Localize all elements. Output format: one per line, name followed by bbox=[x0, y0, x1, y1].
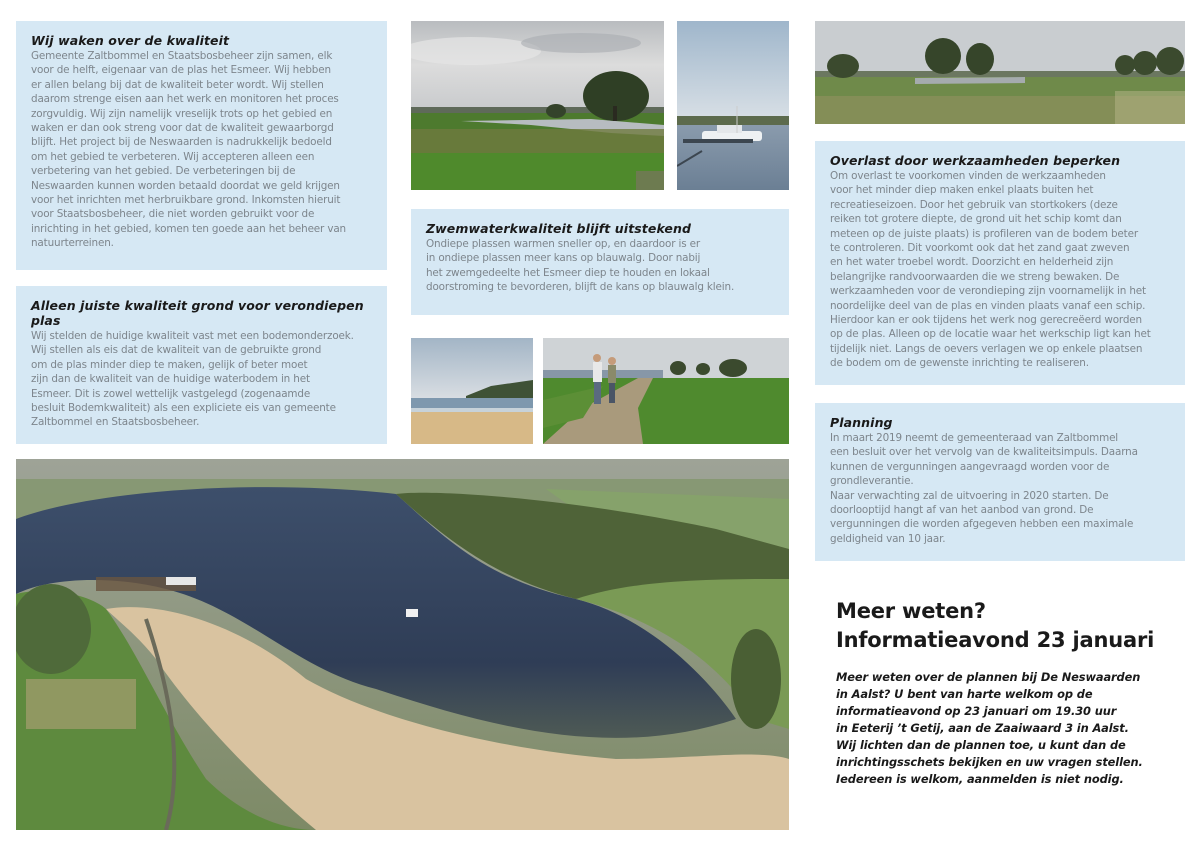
section-soil bbox=[16, 286, 387, 444]
section-nuisance bbox=[815, 141, 1185, 385]
section-nuisance-title: Overlast door werkzaamheden beperken bbox=[830, 153, 1121, 168]
section-quality bbox=[16, 21, 387, 270]
photo-walkers-path bbox=[543, 338, 789, 444]
info-evening bbox=[836, 597, 1186, 788]
section-nuisance-body: Om overlast te voorkomen vinden de werkzaamheden voor het minder diep maken enkel plaats buiten het recreatieseizoen. Door het gebruik van stortkokers (deze reiken tot grotere diepte, de grond uit het schip komt dan meteen op de juiste plaats) is profileren van de bodem beter te controleren. Dit voorkomt ook dat het zand gaat zweven en het water troebel wordt. Doorzicht en helderheid zijn belangrijke randvoorwaarden die we streng bewaken. De werkzaamheden voor de verondieping zijn voornamelijk in het noordelijke deel van de plas en vinden plaats vanaf een schip. Hierdoor kan er ook tijdens het werk nog gerecreëerd worden op de plas. Alleen op de locatie waar het werkschip ligt kan het tijdelijk niet. Langs de oevers verlagen we op enkele plaatsen de bodem om de gewenste inrichting te realiseren. bbox=[830, 170, 1151, 370]
section-soil-body: Wij stelden de huidige kwaliteit vast met een bodemonderzoek. Wij stellen als eis dat de kwaliteit van de gebruikte grond om de plas minder diep te maken, gelijk of beter moet zijn dan de kwaliteit van de huidige waterbodem in het Esmeer. Dit is zowel wettelijk vastgelegd (zogenaamde besluit Bodemkwaliteit) als een expliciete eis van gemeente Zaltbommel en Staatsbosbeheer. bbox=[31, 330, 354, 429]
section-swimwater-body: Ondiepe plassen warmen sneller op, en daardoor is er in ondiepe plassen meer kans op blauwalg. Door nabij het zwemgedeelte het Esmeer diep te houden en lokaal doorstroming te bevorderen, blijft de kans op blauwalg klein. bbox=[426, 238, 735, 294]
info-heading: Meer weten? Informatieavond 23 januari bbox=[836, 599, 1155, 652]
section-planning bbox=[815, 403, 1185, 561]
section-swimwater bbox=[411, 209, 789, 315]
photo-reed-landscape bbox=[815, 21, 1185, 124]
section-swimwater-title: Zwemwaterkwaliteit blijft uitstekend bbox=[426, 221, 692, 236]
section-quality-body: Gemeente Zaltbommel en Staatsbosbeheer zijn samen, elk voor de helft, eigenaar van de plas het Esmeer. Wij hebben er allen belang bij dat de kwaliteit beter wordt. Wij stellen daarom strenge eisen aan het werk en monitoren het proces zorgvuldig. Wij zijn namelijk vreselijk trots op het gebied en waken er dan ook streng voor dat de kwaliteit gewaarborgd blijft. Het project bij de Neswaarden is nadrukkelijk bedoeld om het gebied te verbeteren. Wij accepteren alleen een verbetering van het gebied. De verbeteringen bij de Neswaarden kunnen worden betaald doordat we geld krijgen voor het inrichten met herbruikbare grond. Inkomsten hieruit voor Staatsbosbeheer, die niet worden gebruikt voor de inrichting in het gebied, komen ten goede aan het beheer van natuurterreinen. bbox=[31, 50, 346, 250]
info-body: Meer weten over de plannen bij De Neswaarden in Aalst? U bent van harte welkom op de informatieavond op 23 januari om 19.30 uur in Eeterij ’t Getij, aan de Zaaiwaard 3 in Aalst. Wij lichten dan de plannen toe, u kunt dan de inrichtingsschets bekijken en uw vragen stellen. Iedereen is welkom, aanmelden is niet nodig. bbox=[836, 670, 1143, 786]
section-quality-title: Wij waken over de kwaliteit bbox=[31, 33, 230, 48]
photo-beach-lake bbox=[411, 338, 533, 444]
section-soil-title: Alleen juiste kwaliteit grond voor verondiepen plas bbox=[31, 298, 364, 328]
photo-wetland-tree bbox=[411, 21, 664, 190]
photo-aerial-lake bbox=[16, 459, 789, 830]
section-planning-title: Planning bbox=[830, 415, 893, 430]
photo-marina bbox=[677, 21, 789, 190]
section-planning-body: In maart 2019 neemt de gemeenteraad van Zaltbommel een besluit over het vervolg van de kwaliteitsimpuls. Daarna kunnen de vergunningen aangevraagd worden voor de grondleverantie. Naar verwachting zal de uitvoering in 2020 starten. De doorlooptijd hangt af van het aanbod van grond. De vergunningen die worden afgegeven hebben een maximale geldigheid van 10 jaar. bbox=[830, 432, 1138, 545]
